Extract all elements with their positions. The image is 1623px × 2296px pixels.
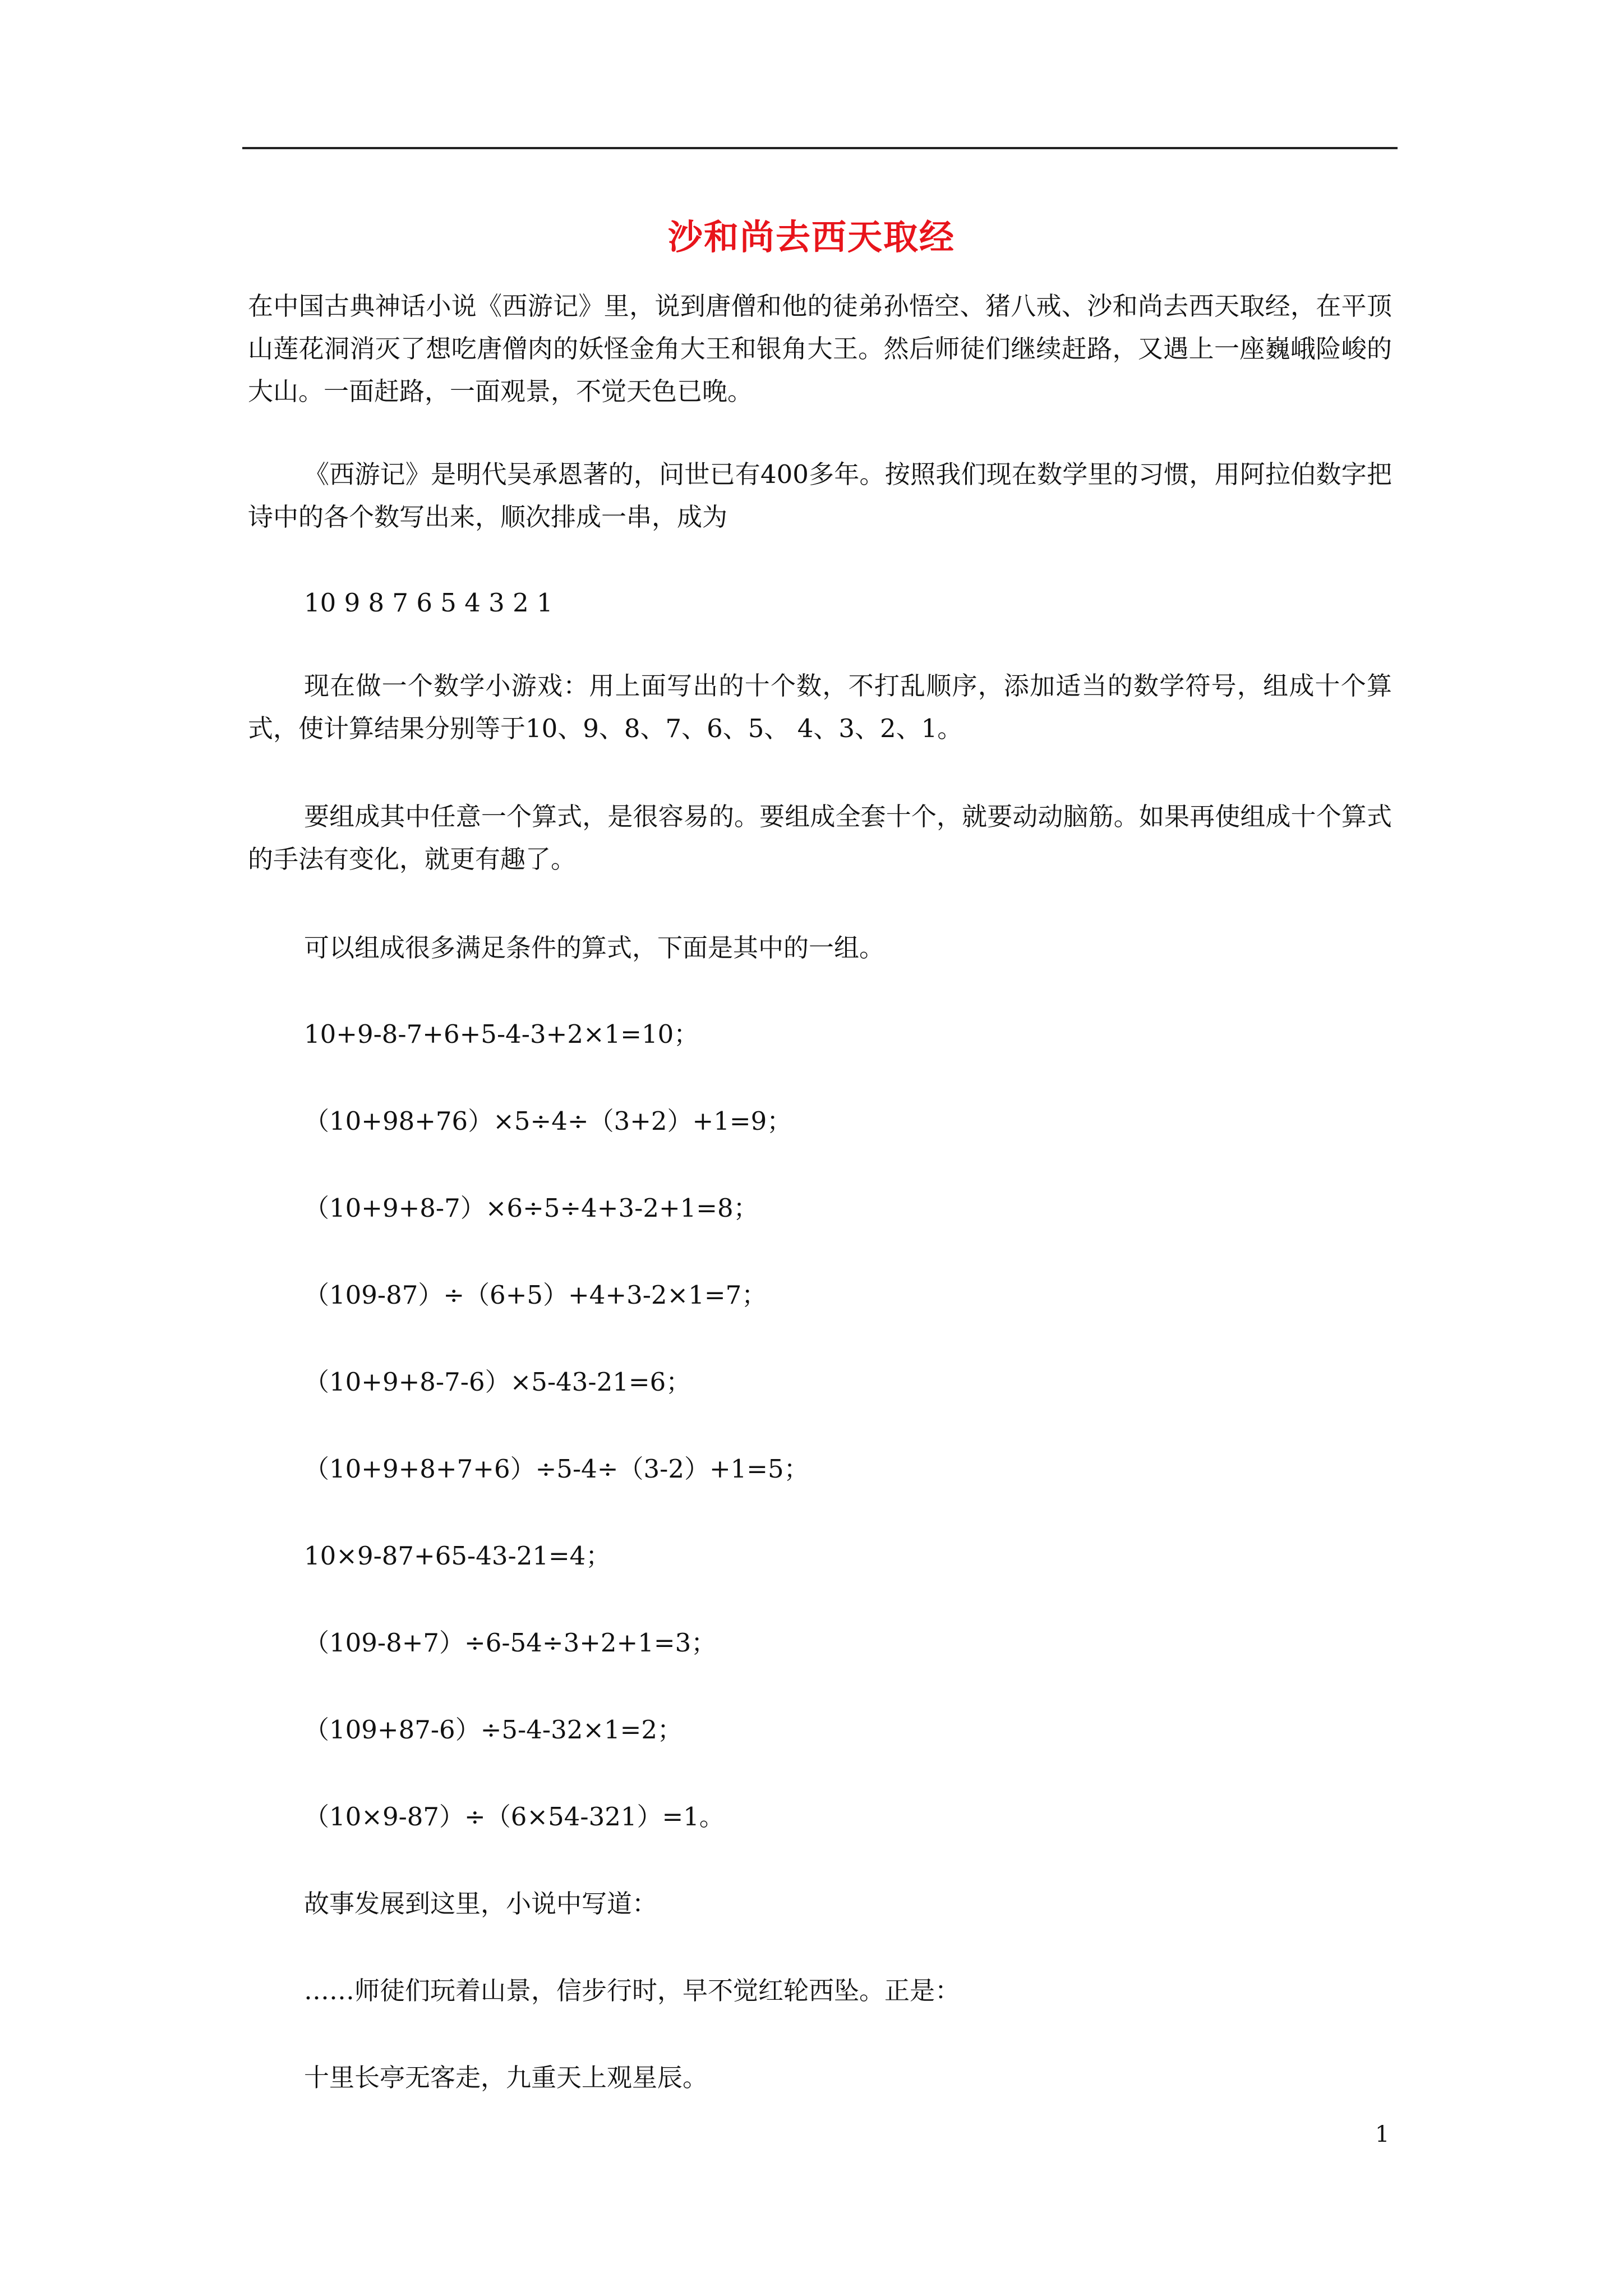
header-rule (242, 147, 1398, 149)
equation-line: （109-8+7）÷6-54÷3+2+1=3； (304, 1628, 717, 1658)
paragraph-xiyouji: 《西游记》是明代吴承恩著的，问世已有400多年。按照我们现在数学里的习惯，用阿拉伯数字把诗中的各个数写出来，顺次排成一串，成为 (248, 459, 1392, 532)
paragraph-poem-line: 十里长亭无客走，九重天上观星辰。 (304, 2063, 708, 2092)
equation-line: （10+98+76）×5÷4÷（3+2）+1=9； (304, 1106, 792, 1136)
paragraph-story-continues: 故事发展到这里，小说中写道： (304, 1889, 658, 1918)
equation-line: （109+87-6）÷5-4-32×1=2； (304, 1715, 683, 1745)
paragraph-solutions-intro: 可以组成很多满足条件的算式，下面是其中的一组。 (304, 933, 885, 963)
paragraph-novel-quote: ……师徒们玩着山景，信步行时，早不觉红轮西坠。正是： (304, 1976, 961, 2005)
equation-line: （10+9+8-7-6）×5-43-21=6； (304, 1367, 691, 1397)
page-number: 1 (1375, 2122, 1390, 2147)
equation-line: 10×9-87+65-43-21=4； (304, 1541, 611, 1571)
paragraph-game: 现在做一个数学小游戏：用上面写出的十个数，不打乱顺序，添加适当的数学符号，组成十个算式，使计算结果分别等于10、9、8、7、6、5、 4、3、2、1。 (248, 671, 1392, 743)
number-sequence: 10 9 8 7 6 5 4 3 2 1 (304, 588, 553, 618)
equation-line: 10+9-8-7+6+5-4-3+2×1=10； (304, 1019, 699, 1049)
paragraph-intro: 在中国古典神话小说《西游记》里，说到唐僧和他的徒弟孙悟空、猪八戒、沙和尚去西天取经，在平顶山莲花洞消灭了想吃唐僧肉的妖怪金角大王和银角大王。然后师徒们继续赶路，又遇上一座巍峨险峻的大山。一面赶路，一面观景，不觉天色已晚。 (248, 291, 1392, 406)
document-title: 沙和尚去西天取经 (667, 217, 955, 257)
paragraph-challenge: 要组成其中任意一个算式，是很容易的。要组成全套十个，就要动动脑筋。如果再使组成十个算式的手法有变化，就更有趣了。 (248, 802, 1392, 874)
equation-line: （10+9+8-7）×6÷5÷4+3-2+1=8； (304, 1193, 759, 1223)
equation-line: （10×9-87）÷（6×54-321）=1。 (304, 1802, 725, 1832)
equation-line: （109-87）÷（6+5）+4+3-2×1=7； (304, 1280, 767, 1310)
equation-line: （10+9+8+7+6）÷5-4÷（3-2）+1=5； (304, 1454, 809, 1484)
